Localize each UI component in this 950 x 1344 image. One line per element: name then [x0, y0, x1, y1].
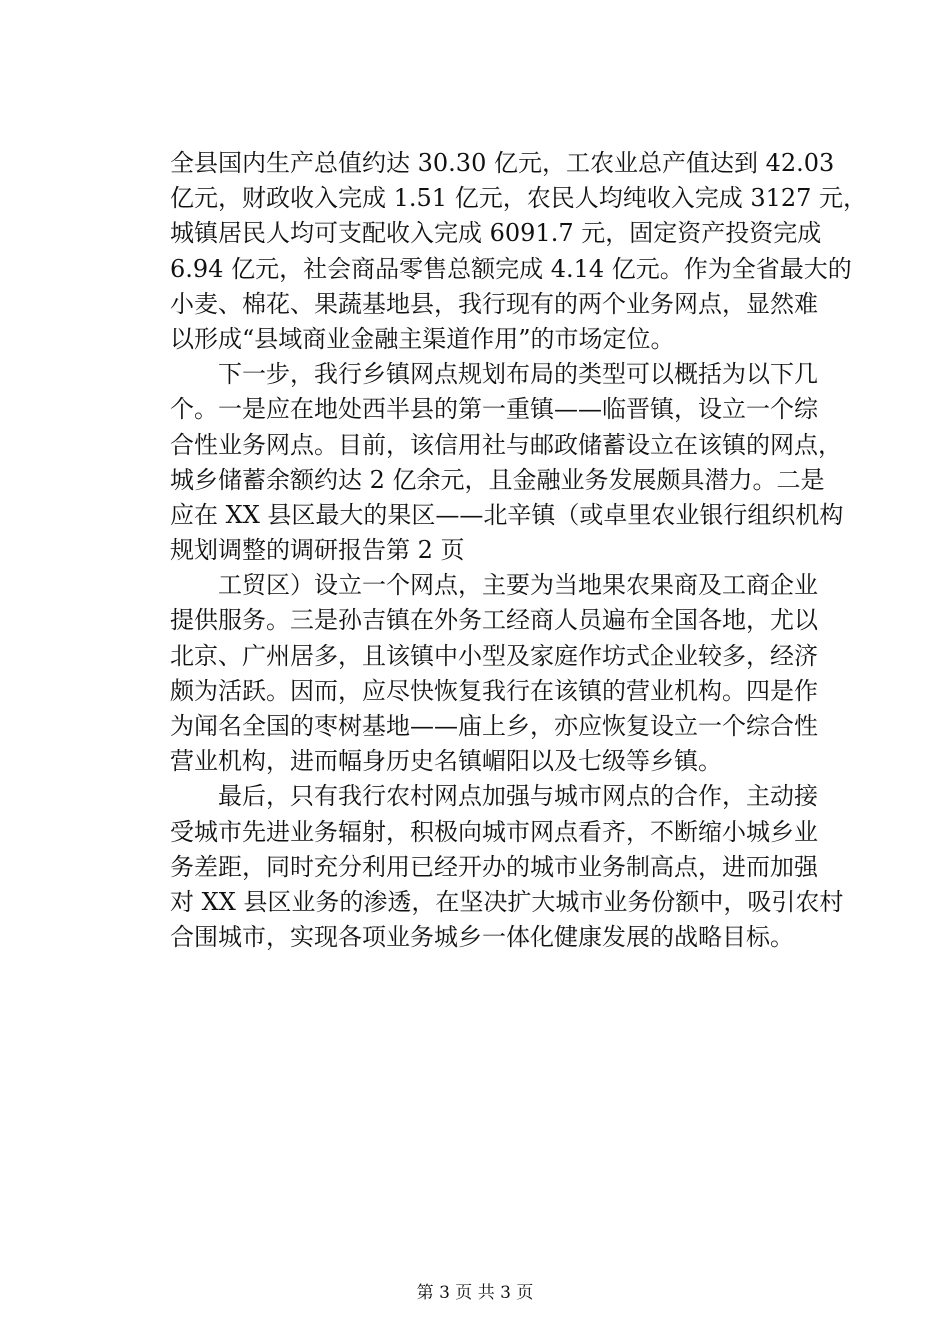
text-line: 城镇居民人均可支配收入完成 6091.7 元，固定资产投资完成	[170, 219, 822, 248]
text-line: 对 XX 县区业务的渗透，在坚决扩大城市业务份额中，吸引农村	[170, 887, 844, 916]
text-line: 受城市先进业务辐射，积极向城市网点看齐，不断缩小城乡业	[170, 817, 818, 846]
text-line: 提供服务。三是孙吉镇在外务工经商人员遍布全国各地，尤以	[170, 606, 818, 635]
text-line: 应在 XX 县区最大的果区——北辛镇（或卓里农业银行组织机构	[170, 500, 844, 529]
page-footer: 第 3 页 共 3 页	[416, 1283, 534, 1303]
text-line: 合性业务网点。目前，该信用社与邮政储蓄设立在该镇的网点，	[170, 430, 842, 459]
document-body	[170, 146, 868, 955]
text-line: 全县国内生产总值约达 30.30 亿元，工农业总产值达到 42.03	[170, 149, 835, 177]
text-line: 城乡储蓄余额约达 2 亿余元，且金融业务发展颇具潜力。二是	[170, 465, 825, 494]
text-line: 下一步，我行乡镇网点规划布局的类型可以概括为以下几	[170, 360, 818, 389]
text-line: 最后，只有我行农村网点加强与城市网点的合作，主动接	[170, 782, 818, 811]
text-line: 务差距，同时充分利用已经开办的城市业务制高点，进而加强	[170, 852, 818, 881]
text-line: 颇为活跃。因而，应尽快恢复我行在该镇的营业机构。四是作	[170, 676, 818, 705]
text-line: 规划调整的调研报告第 2 页	[170, 536, 465, 565]
text-line: 工贸区）设立一个网点，主要为当地果农果商及工商企业	[170, 571, 818, 600]
text-line: 北京、广州居多，且该镇中小型及家庭作坊式企业较多，经济	[170, 641, 818, 670]
text-line: 合围城市，实现各项业务城乡一体化健康发展的战略目标。	[170, 923, 794, 952]
text-line: 6.94 亿元，社会商品零售总额完成 4.14 亿元。作为全省最大的	[170, 254, 852, 283]
text-line: 营业机构，进而幅身历史名镇嵋阳以及七级等乡镇。	[170, 747, 722, 776]
text-line: 为闻名全国的枣树基地——庙上乡，亦应恢复设立一个综合性	[170, 712, 818, 740]
text-line: 以形成“县域商业金融主渠道作用”的市场定位。	[170, 324, 675, 353]
text-line: 小麦、棉花、果蔬基地县，我行现有的两个业务网点，显然难	[170, 289, 818, 318]
text-line: 个。一是应在地处西半县的第一重镇——临晋镇，设立一个综	[170, 395, 818, 424]
text-line: 亿元，财政收入完成 1.51 亿元，农民人均纯收入完成 3127 元，	[170, 184, 868, 213]
